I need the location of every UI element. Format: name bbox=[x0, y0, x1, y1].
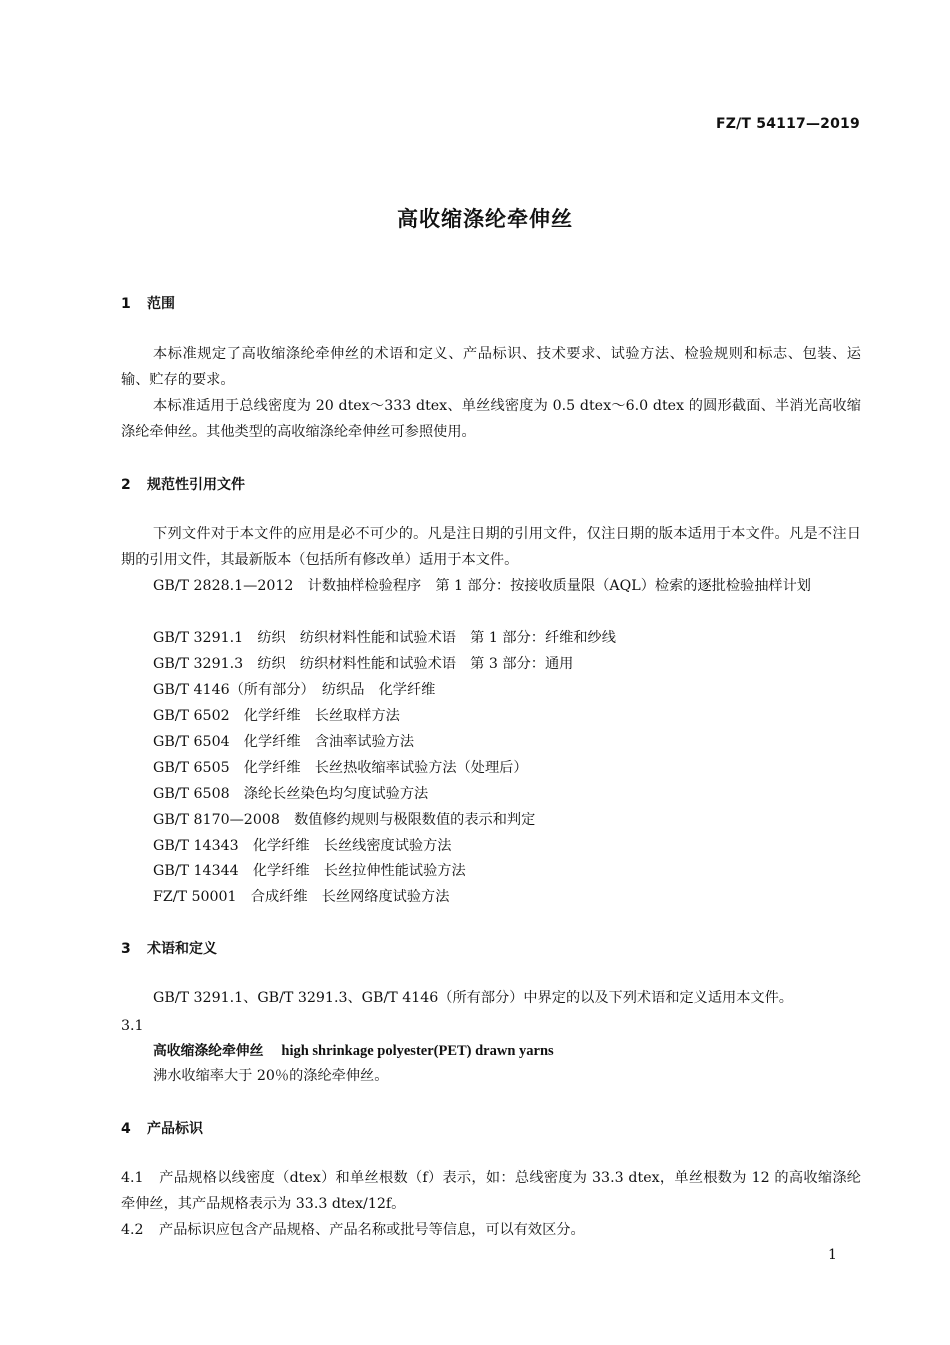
document-title: 高收缩涤纶牵伸丝 bbox=[397, 207, 573, 231]
section-2-intro: 下列文件对于本文件的应用是必不可少的。凡是注日期的引用文件，仅注日期的版本适用于本文件。凡是不注日期的引用文件，其最新版本（包括所有修改单）适用于本文件。 bbox=[121, 526, 861, 568]
reference-item: GB/T 6508 涤纶长丝染色均匀度试验方法 bbox=[153, 786, 429, 802]
term-name-en: high shrinkage polyester(PET) drawn yarns bbox=[281, 1043, 554, 1059]
clause-number: 4.1 bbox=[121, 1170, 144, 1186]
term-definition: 沸水收缩率大于 20％的涤纶牵伸丝。 bbox=[153, 1068, 389, 1084]
standard-number: FZ/T 54117—2019 bbox=[716, 116, 860, 132]
term-name-cn: 高收缩涤纶牵伸丝 bbox=[153, 1043, 264, 1059]
reference-item: GB/T 6502 化学纤维 长丝取样方法 bbox=[153, 708, 400, 724]
clause-number: 4.2 bbox=[121, 1222, 144, 1238]
reference-item: GB/T 2828.1—2012 计数抽样检验程序 第 1 部分：按接收质量限（AQL）检索的逐批检验抽样计划 bbox=[153, 578, 811, 594]
reference-item: GB/T 3291.1 纺织 纺织材料性能和试验术语 第 1 部分：纤维和纱线 bbox=[153, 630, 616, 646]
section-1-heading bbox=[121, 293, 175, 313]
reference-item: FZ/T 50001 合成纤维 长丝网络度试验方法 bbox=[153, 889, 450, 905]
section-3-number: 3 bbox=[121, 941, 131, 957]
section-2-title: 规范性引用文件 bbox=[147, 477, 245, 493]
section-3-intro: GB/T 3291.1、GB/T 3291.3、GB/T 4146（所有部分）中界定的以及下列术语和定义适用本文件。 bbox=[153, 990, 793, 1006]
section-1-title: 范围 bbox=[147, 296, 175, 312]
reference-item: GB/T 8170—2008 数值修约规则与极限数值的表示和判定 bbox=[153, 812, 536, 828]
reference-item: GB/T 6504 化学纤维 含油率试验方法 bbox=[153, 734, 415, 750]
section-4-number: 4 bbox=[121, 1121, 131, 1137]
section-3-heading bbox=[121, 938, 217, 958]
section-2-number: 2 bbox=[121, 477, 131, 493]
clause-text: 产品标识应包含产品规格、产品名称或批号等信息，可以有效区分。 bbox=[159, 1222, 585, 1238]
section-3-title: 术语和定义 bbox=[147, 941, 217, 957]
section-1-number: 1 bbox=[121, 296, 131, 312]
term-name bbox=[153, 1038, 554, 1064]
clause-4-2 bbox=[121, 1217, 585, 1243]
reference-item: GB/T 14344 化学纤维 长丝拉伸性能试验方法 bbox=[153, 863, 466, 879]
reference-item: GB/T 6505 化学纤维 长丝热收缩率试验方法（处理后） bbox=[153, 760, 528, 776]
section-4-heading bbox=[121, 1118, 203, 1138]
clause-4-1 bbox=[121, 1165, 861, 1217]
section-1-paragraph-2: 本标准适用于总线密度为 20 dtex～333 dtex、单丝线密度为 0.5 dtex～6.0 dtex 的圆形截面、半消光高收缩涤纶牵伸丝。其他类型的高收缩涤纶牵伸丝可参照使用。 bbox=[121, 398, 861, 440]
term-number: 3.1 bbox=[121, 1018, 144, 1034]
page-number: 1 bbox=[828, 1247, 837, 1263]
section-4-title: 产品标识 bbox=[147, 1121, 203, 1137]
section-2-heading bbox=[121, 474, 245, 494]
section-1-paragraph-1: 本标准规定了高收缩涤纶牵伸丝的术语和定义、产品标识、技术要求、试验方法、检验规则和标志、包装、运输、贮存的要求。 bbox=[121, 346, 861, 388]
reference-item: GB/T 14343 化学纤维 长丝线密度试验方法 bbox=[153, 838, 452, 854]
clause-text: 产品规格以线密度（dtex）和单丝根数（f）表示，如：总线密度为 33.3 dtex，单丝根数为 12 的高收缩涤纶牵伸丝，其产品规格表示为 33.3 dtex/12f。 bbox=[121, 1170, 861, 1212]
reference-item: GB/T 4146（所有部分） 纺织品 化学纤维 bbox=[153, 682, 436, 698]
reference-item: GB/T 3291.3 纺织 纺织材料性能和试验术语 第 3 部分：通用 bbox=[153, 656, 574, 672]
